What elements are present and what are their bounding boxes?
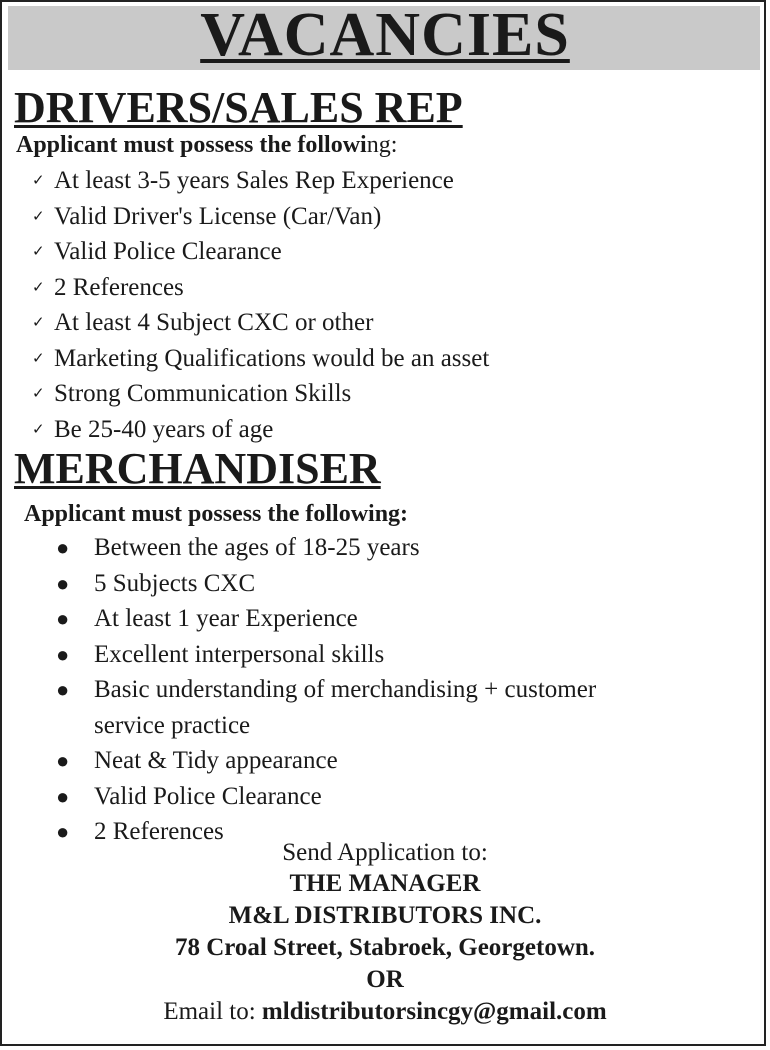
merchandiser-intro: Applicant must possess the following: xyxy=(24,501,409,527)
list-item: ✓ At least 3-5 years Sales Rep Experience xyxy=(32,163,489,199)
bullet-icon: ● xyxy=(56,641,70,667)
drivers-intro-bold: Applicant must possess the followi xyxy=(16,132,367,158)
or-separator: OR xyxy=(366,966,404,993)
check-icon: ✓ xyxy=(32,315,45,331)
email-label: Email to: xyxy=(163,998,256,1025)
email-address: mldistributorsincgy@gmail.com xyxy=(261,998,607,1025)
list-item: ● Between the ages of 18-25 years xyxy=(36,530,596,566)
bullet-icon: ● xyxy=(56,677,70,702)
page-title: VACANCIES xyxy=(200,1,570,69)
check-icon: ✓ xyxy=(32,279,45,296)
drivers-requirements-list xyxy=(32,163,489,447)
list-item: ● Excellent interpersonal skills xyxy=(36,637,596,673)
bullet-icon: ● xyxy=(56,819,70,844)
list-item: ● 2 References xyxy=(36,814,596,850)
bullet-icon: ● xyxy=(56,606,70,631)
list-item: ✓ 2 References xyxy=(32,270,489,306)
send-application-label: Send Application to: xyxy=(282,839,488,866)
check-icon: ✓ xyxy=(32,173,45,189)
bullet-icon: ● xyxy=(56,535,70,560)
list-item: ✓ Be 25-40 years of age xyxy=(32,412,489,448)
drivers-intro-tail: ng: xyxy=(366,132,398,158)
merchandiser-requirements-list xyxy=(36,530,596,850)
email-line xyxy=(0,996,770,1028)
list-item: ● Neat & Tidy appearance xyxy=(36,743,596,779)
recipient-name: THE MANAGER xyxy=(289,870,481,897)
company-address: 78 Croal Street, Stabroek, Georgetown. xyxy=(174,934,596,961)
merchandiser-heading: MERCHANDISER xyxy=(14,444,381,493)
drivers-sales-rep-heading: DRIVERS/SALES REP xyxy=(14,83,463,132)
check-icon: ✓ xyxy=(32,421,45,438)
check-icon: ✓ xyxy=(32,208,45,225)
list-item: ● At least 1 year Experience xyxy=(36,601,596,637)
bullet-icon: ● xyxy=(56,783,70,809)
list-item: ✓ Strong Communication Skills xyxy=(32,376,489,412)
list-item: ✓ Valid Police Clearance xyxy=(32,234,489,270)
list-item: ● 5 Subjects CXC xyxy=(36,566,596,602)
drivers-intro xyxy=(16,131,397,159)
list-item: ✓ Marketing Qualifications would be an asset xyxy=(32,341,489,377)
bullet-icon: ● xyxy=(56,748,70,773)
bullet-icon: ● xyxy=(56,570,70,596)
list-item: ✓ Valid Driver's License (Car/Van) xyxy=(32,199,489,235)
check-icon: ✓ xyxy=(32,386,45,402)
list-item: ● Valid Police Clearance xyxy=(36,779,596,815)
check-icon: ✓ xyxy=(32,350,45,367)
list-item: ● Basic understanding of merchandising + customer xyxy=(36,672,596,708)
company-name: M&L DISTRIBUTORS INC. xyxy=(228,902,542,929)
list-item: ✓ At least 4 Subject CXC or other xyxy=(32,305,489,341)
list-item-continuation: service practice xyxy=(94,711,251,739)
check-icon: ✓ xyxy=(32,244,45,260)
